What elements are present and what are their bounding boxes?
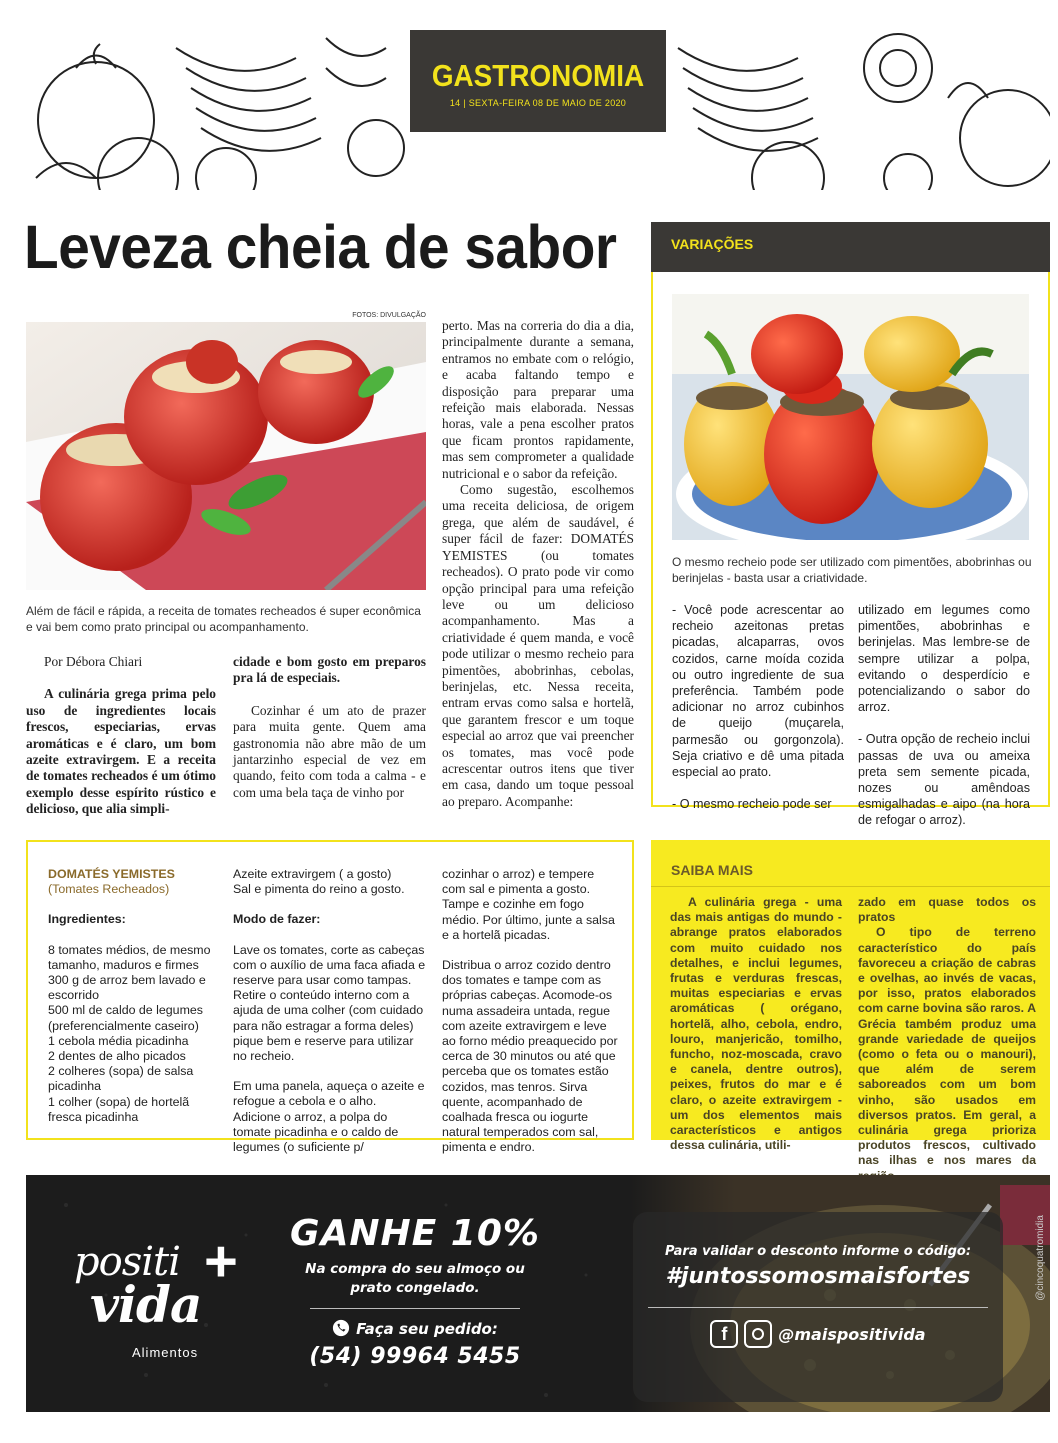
offer-headline: GANHE 10% xyxy=(290,1213,540,1254)
ingredient-item: Sal e pimenta do reino a gosto. xyxy=(233,882,405,897)
stuffed-peppers-photo xyxy=(672,294,1029,540)
saiba-mais-paragraph: O tipo de terreno característico do país favoreceu a criação de cabras e ovelhas, ao invés de vacas, por isso, pratos elaborados com carne bovina são raros. A Grécia também produz uma grande variedade de queijos (como o feta ou o manouri), que além de serem saboreados com um bom vinho, são usados em diversos pratos. Em geral, a culinária grega prioriza produtos frescos, cultivado nas ilhas e nos mares da xyxy=(858,925,1036,1168)
ingredient-item: Azeite extravirgem ( a gosto) xyxy=(233,867,392,881)
dateline: 14 | SEXTA-FEIRA 08 DE MAIO DE 2020 xyxy=(449,98,627,108)
recipe-subtitle: (Tomates Recheados) xyxy=(48,882,170,897)
ingredient-item: 300 g de arroz bem lavado e escorrido xyxy=(48,973,206,1003)
instagram-icon[interactable] xyxy=(744,1320,772,1348)
variation-tip: - O mesmo recheio pode ser xyxy=(672,797,832,812)
article-column-1 xyxy=(26,654,216,818)
recipe-column-1 xyxy=(48,867,220,1125)
vegetable-sketch-icon xyxy=(668,28,1050,190)
method-step-continuation: cozinhar o arroz) e tempere com sal e pimenta a gosto. Tampe e cozinhe em fogo médio. Por último, junte a salsa e a hortelã picadas. xyxy=(442,867,615,942)
order-label: Faça seu pedido: xyxy=(356,1320,498,1338)
variations-column-2 xyxy=(858,602,1030,845)
ingredients-label: Ingredientes: xyxy=(48,912,126,927)
divider xyxy=(651,886,1050,887)
offer-block xyxy=(284,1213,546,1369)
code-label: Para validar o desconto informe o código: xyxy=(664,1244,972,1259)
saiba-mais-column-2 xyxy=(858,895,1036,1184)
article-column-2 xyxy=(233,654,426,801)
article-paragraph: perto. Mas na correria do dia a dia, principalmente durante a semana, entramos no embate com o relógio, e acaba faltando tempo e disposição para preparar uma refeição mais elaborada. Nessas horas, vale a pena escolher pratos que ficam prontos rapidamente, mas sem comprometer a qualidade nutricional e o sabor da refeição. xyxy=(442,318,634,481)
offer-text: Na compra do seu almoço ou prato congelado. xyxy=(305,1261,525,1296)
photo-credit: FOTOS: DIVULGAÇÃO xyxy=(352,312,426,319)
recipe-title: DOMATÉS YEMISTES xyxy=(48,867,175,881)
article-lead-continuation: cidade e bom gosto em preparos pra lá de especiais. xyxy=(233,654,426,686)
brand-logo xyxy=(70,1229,260,1365)
phone-number[interactable]: (54) 99964 5455 xyxy=(309,1344,521,1369)
recipe-column-2 xyxy=(233,867,426,1155)
header-illustration-right xyxy=(668,28,1050,190)
recipe-column-3 xyxy=(442,867,618,1156)
variation-tip: - Outra opção de recheio inclui passas de uva ou ameixa preta sem semente picada, nozes ou amêndoas esmigalhadas e aipo (na hora de refogar o arroz). xyxy=(858,732,1030,828)
ingredient-item: 1 cebola média picadinha xyxy=(48,1033,189,1048)
variations-caption: O mesmo recheio pode ser utilizado com pimentões, abobrinhas ou berinjelas - basta usar a criatividade. xyxy=(672,555,1032,585)
pepper-dish-image-icon xyxy=(672,294,1029,540)
brand-subtitle: Alimentos xyxy=(132,1345,199,1360)
social-handle[interactable]: @maispositivida xyxy=(778,1324,926,1344)
article-column-3 xyxy=(442,318,634,810)
section-masthead xyxy=(410,30,666,132)
ingredient-item: 1 colher (sopa) de hortelã fresca picadinha xyxy=(48,1094,190,1124)
article-headline: Leveza cheia de sabor xyxy=(24,213,617,281)
method-step: Lave os tomates, corte as cabeças com o auxílio de uma faca afiada e reserve para usar como tampas. Retire o conteúdo interno com a ajuda de uma colher (com cuidado para não estragar a forma deles) pique bem e reserve para utilizar no recheio. xyxy=(233,942,426,1064)
stuffed-tomatoes-photo xyxy=(26,322,426,590)
variations-title: VARIAÇÕES xyxy=(671,236,754,252)
variation-tip: utilizado em legumes como pimentões, abobrinhas e berinjelas. Mas lembre-se de sempre utilizar a polpa, evitando o desperdício e potencializando o sabor do arroz. xyxy=(858,603,1030,715)
method-label: Modo de fazer: xyxy=(233,912,321,927)
brand-word: vida xyxy=(90,1275,202,1334)
ingredient-item: 2 dentes de alho picados xyxy=(48,1049,186,1064)
order-line xyxy=(284,1319,546,1338)
divider xyxy=(310,1308,520,1309)
social-line xyxy=(633,1320,1003,1348)
discount-code-panel xyxy=(633,1212,1003,1402)
method-step: Em uma panela, aqueça o azeite e refogue a cebola e o alho. Adicione o arroz, a polpa do tomate picadinha e o caldo de legumes (o suficiente p/ xyxy=(233,1079,425,1155)
saiba-mais-paragraph: zado em quase todos os pratos xyxy=(858,895,1036,925)
header-illustration-left xyxy=(26,28,416,190)
plus-icon: + xyxy=(204,1229,238,1294)
discount-code: #juntossomosmaisfortes xyxy=(665,1264,971,1289)
saiba-mais-column-1 xyxy=(670,895,842,1153)
byline: Por Débora Chiari xyxy=(44,654,143,669)
article-paragraph: Como sugestão, escolhemos uma receita deliciosa, de origem grega, que além de saudável, é super fácil de fazer: DOMATÉS YEMISTES (ou tomates recheados). O prato pode vir como opção principal para uma refeição leve ou um delicioso acompanhamento. Mas a criatividade é quem manda, e você pode utilizar o mesmo recheio para pimentões, abobrinhas, cebolas, berinjelas, etc. Nessa receita, entram ervas como salsa e hortelã, que garantem frescor e um toque especial ao arroz que vai preencher os tomates, mas você pode acrescentar outros itens que tiver em casa, dando um toque pessoal ao preparo. Acompanhe: xyxy=(442,482,634,809)
facebook-icon[interactable]: f xyxy=(710,1320,738,1348)
ingredient-item: 2 colheres (sopa) de salsa picadinha xyxy=(48,1064,194,1094)
saiba-mais-title: SAIBA MAIS xyxy=(671,862,753,878)
article-paragraph: Cozinhar é um ato de prazer para muita gente. Quem ama gastronomia não abre mão de um jantarzinho especial de vez em quando, feito com toda a calma - e com uma bela taça de vinho por xyxy=(233,702,426,800)
ingredient-item: 500 ml de caldo de legumes (preferencialmente caseiro) xyxy=(48,1003,203,1033)
agency-credit: @cincoquatromidia xyxy=(1035,1215,1046,1301)
advertisement-banner[interactable] xyxy=(26,1175,1050,1412)
variations-column-1 xyxy=(672,602,844,828)
divider xyxy=(648,1307,988,1308)
photo-caption: Além de fácil e rápida, a receita de tomates recheados é super econômica e vai bem como prato principal ou acompanhamento. xyxy=(26,604,421,634)
article-lead-paragraph: A culinária grega prima pelo uso de ingredientes locais frescos, especiarias, ervas aromáticas e é claro, um bom azeite extravirgem. E a receita de tomates recheados é um ótimo exemplo desse espírito rústico e delicioso, que alia simpli- xyxy=(26,686,216,817)
variations-tab xyxy=(651,222,1050,272)
tomato-dish-image-icon xyxy=(26,322,426,590)
ingredient-item: 8 tomates médios, de mesmo tamanho, maduros e firmes xyxy=(48,942,211,972)
whatsapp-icon xyxy=(332,1319,350,1337)
method-step: Distribua o arroz cozido dentro dos tomates e tampe com as próprias cabeças. Acomode-os numa assadeira untada, regue com azeite extravirgem e leve ao forno médio preaquecido por cerca de 30 minutos ou até que perceba que os tomates estão cozidos, mas tenros. Sirva quente, acompanhado de coalhada fresca ou iogurte natural temperados com sal, pimenta e endro. xyxy=(442,958,618,1155)
vegetable-sketch-icon xyxy=(26,28,416,190)
variation-tip: - Você pode acrescentar ao recheio azeitonas pretas picadas, alcaparras, ovos cozidos, carne moída cozida ou outro ingrediente de sua preferência. Também pode adicionar no arroz cubinhos de queijo (muçarela, parmesão ou gorgonzola). Seja criativo e dê uma pitada especial ao prato. xyxy=(672,603,844,780)
saiba-mais-paragraph: A culinária grega - uma das mais antigas do mundo - abrange pratos elaborados com muito cuidado nos detalhes, e inclui legumes, frutas e verduras frescas, muitas especiarias e ervas aromáticas ( orégano, hortelã, alho, cebola, endro, louro, manjericão, tomilho, funcho, noz-moscada, cravo e canela, dentre outros), peixes, frutos do mar e é claro, o azeite extravirgem - um dos elementos mais característicos e antigos dessa culinária, utili- xyxy=(670,895,842,1153)
brand-word: positi xyxy=(74,1239,180,1285)
section-title: GASTRONOMIA xyxy=(431,58,645,93)
